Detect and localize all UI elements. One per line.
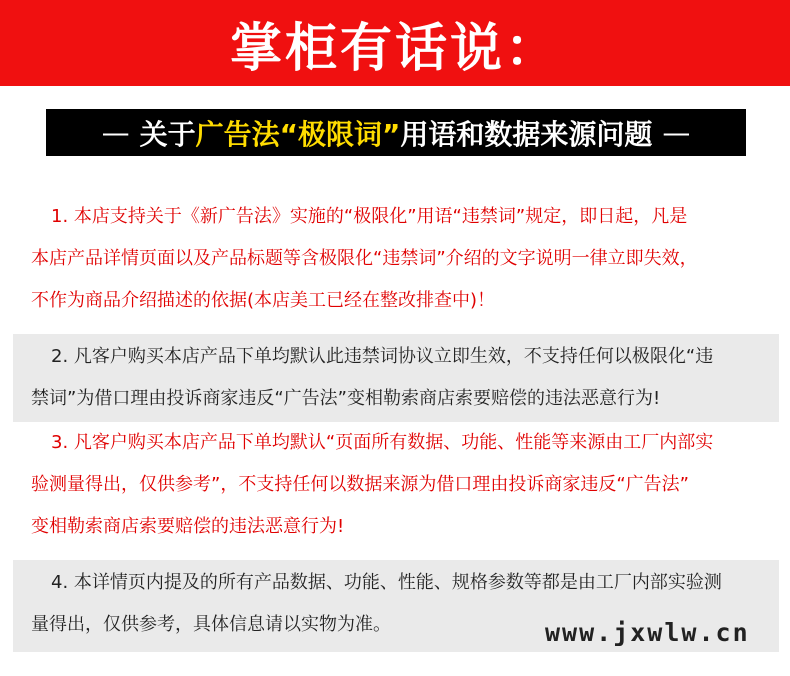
paragraph-line: 禁词”为借口理由投诉商家违反“广告法”变相勒索商店索要赔偿的违法恶意行为! <box>31 388 661 409</box>
paragraph-line: 验测量得出，仅供参考”，不支持任何以数据来源为借口理由投诉商家违反“广告法” <box>31 474 689 495</box>
banner-title: 掌柜有话说： <box>229 18 560 79</box>
watermark-text: www.jxwlw.cn <box>545 618 750 647</box>
paragraph-line: 量得出，仅供参考，具体信息请以实物为准。 <box>31 614 391 635</box>
paragraph-line: 2. 凡客户购买本店产品下单均默认此违禁词协议立即生效，不支持任何以极限化“违 <box>51 346 714 367</box>
subtitle-part1: 关于 <box>139 117 196 151</box>
paragraph-line: 不作为商品介绍描述的依据(本店美工已经在整改排查中)！ <box>31 290 496 311</box>
subtitle-bar <box>46 109 746 156</box>
subtitle-part3: 用语和数据来源问题 <box>400 117 653 151</box>
header-banner <box>0 0 790 86</box>
notice-paragraph-1 <box>13 196 779 322</box>
notice-paragraph-3 <box>13 422 779 548</box>
paragraph-line: 变相勒索商店索要赔偿的违法恶意行为! <box>31 516 345 537</box>
subtitle-dash-left: — <box>101 116 130 149</box>
subtitle-dash-right: — <box>662 116 691 149</box>
paragraph-line: 本店产品详情页面以及产品标题等含极限化“违禁词”介绍的文字说明一律立即失效， <box>31 248 698 269</box>
paragraph-line: 1. 本店支持关于《新广告法》实施的“极限化”用语“违禁词”规定，即日起，凡是 <box>51 206 688 227</box>
notice-paragraph-2 <box>13 334 779 422</box>
paragraph-line: 3. 凡客户购买本店产品下单均默认“页面所有数据、功能、性能等来源由工厂内部实 <box>51 432 714 453</box>
subtitle-highlight: 广告法“极限词” <box>195 117 401 151</box>
paragraph-line: 4. 本详情页内提及的所有产品数据、功能、性能、规格参数等都是由工厂内部实验测 <box>51 572 722 593</box>
